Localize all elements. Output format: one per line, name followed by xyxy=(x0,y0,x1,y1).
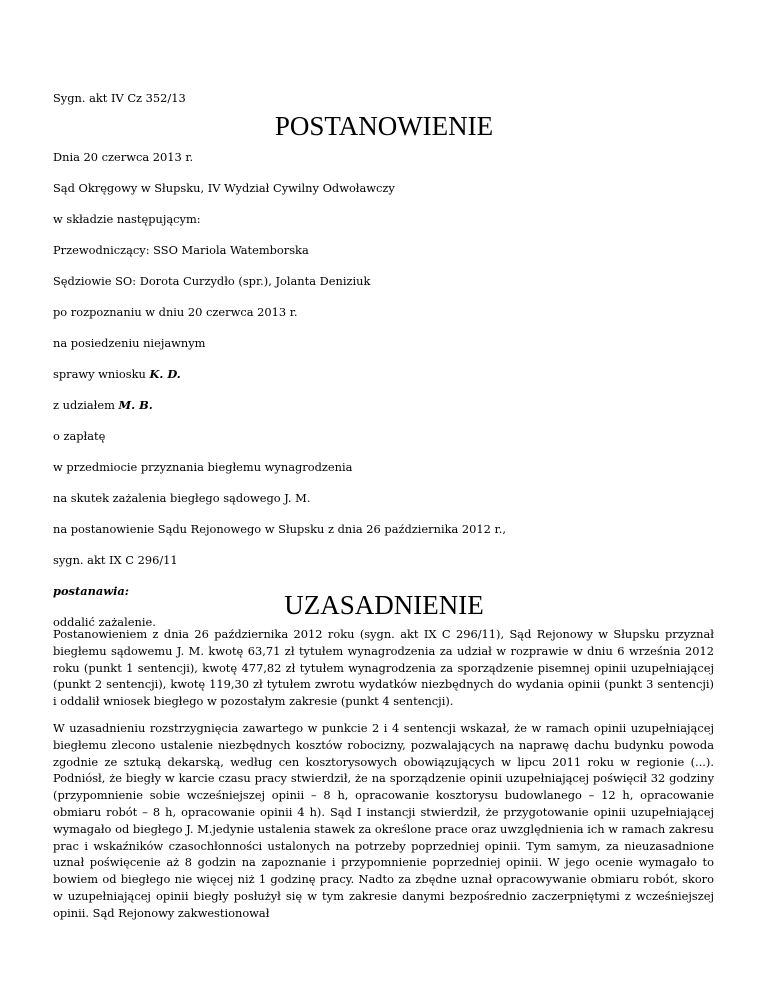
presiding-judge: Przewodniczący: SSO Mariola Watemborska xyxy=(53,243,309,257)
appealed-case-ref: sygn. akt IX C 296/11 xyxy=(53,553,178,567)
participant-prefix: z udziałem xyxy=(53,398,119,412)
appealed-ruling: na postanowienie Sądu Rejonowego w Słupsku z dnia 26 października 2012 r., xyxy=(53,522,506,536)
ruling-word: postanawia: xyxy=(53,584,129,598)
case-reference: Sygn. akt IV Cz 352/13 xyxy=(53,91,186,105)
participant-name: M. B. xyxy=(118,398,153,412)
applicant-prefix: sprawy wniosku xyxy=(53,367,150,381)
document-title: POSTANOWIENIE xyxy=(274,111,494,141)
justification-paragraph: W uzasadnieniu rozstrzygnięcia zawartego w punkcie 2 i 4 sentencji wskazał, że w ramach opinii uzupełniającej biegłemu zlecono ustalenie niezbędnych kosztów robocizny, pozwalających na naprawę dachu budynku powoda zgodnie ze sztuką dekarską, według cen kosztorysowych obowiązujących w lipcu 2011 roku w regionie (...). Podniósł, że biegły w karcie czasu pracy stwierdził, że na sporządzenie opinii uzupełniającej poświęcił 32 godziny (przypomnienie sobie wcześniejszej opinii – 8 h, opracowanie kosztorysu budowlanego – 12 h, opracowanie obmiaru robót – 8 h, opracowanie opinii 4 h). Sąd I instancji stwierdził, że przygotowanie opinii uzupełniającej wymagało od biegłego J. M.jedynie ustalenia stawek za określone prace oraz uwzględnienia ich w ramach zakresu prac i wskaźników czasochłonności ustalonych na potrzeby poprzedniej opinii. Tym samym, za nieuzasadnione uznał poświęcenie aż 8 godzin na zapoznanie i przypomnienie poprzedniej opinii. W jego ocenie wymagało to bowiem od biegłego nie więcej niż 1 godzinę pracy. Nadto za zbędne uznał opracowywanie obmiaru robót, skoro w uzupełniającej opinii biegły posłużył się w tym zakresie danymi bezpośrednio zaczerpniętymi z wcześniejszej opinii. Sąd Rejonowy zakwestionował xyxy=(53,721,714,920)
hearing-date: po rozpoznaniu w dniu 20 czerwca 2013 r. xyxy=(53,305,298,319)
applicant-name: K. D. xyxy=(149,367,181,381)
justification-title: UZASADNIENIE xyxy=(284,590,484,620)
justification-paragraph: Postanowieniem z dnia 26 października 2012 roku (sygn. akt IX C 296/11), Sąd Rejonowy w Słupsku przyznał biegłemu sądowemu J. M. kwotę 63,71 zł tytułem wynagrodzenia za udział w rozprawie w dniu 6 września 2012 roku (punkt 1 sentencji), kwotę 477,82 zł tytułem wynagrodzenia za sporządzenie pisemnej opinii uzupełniającej (punkt 2 sentencji), kwotę 119,30 zł tytułem zwrotu wydatków niezbędnych do wydania opinii (punkt 3 sentencji) i oddalił wniosek biegłego w pozostałym zakresie (punkt 4 sentencji). xyxy=(53,627,714,709)
composition-intro: w składzie następującym: xyxy=(53,212,201,226)
participant-line xyxy=(53,398,153,412)
ruling-text: oddalić zażalenie. xyxy=(53,615,156,629)
complaint-line: na skutek zażalenia biegłego sądowego J. M. xyxy=(53,491,311,505)
proceeding-subject: w przedmiocie przyznania biegłemu wynagrodzenia xyxy=(53,460,353,474)
ruling-date: Dnia 20 czerwca 2013 r. xyxy=(53,150,194,164)
session-type: na posiedzeniu niejawnym xyxy=(53,336,206,350)
applicant-line xyxy=(53,367,181,381)
judges: Sędziowie SO: Dorota Curzydło (spr.), Jolanta Deniziuk xyxy=(53,274,371,288)
court-name: Sąd Okręgowy w Słupsku, IV Wydział Cywilny Odwoławczy xyxy=(53,181,395,195)
case-subject: o zapłatę xyxy=(53,429,106,443)
